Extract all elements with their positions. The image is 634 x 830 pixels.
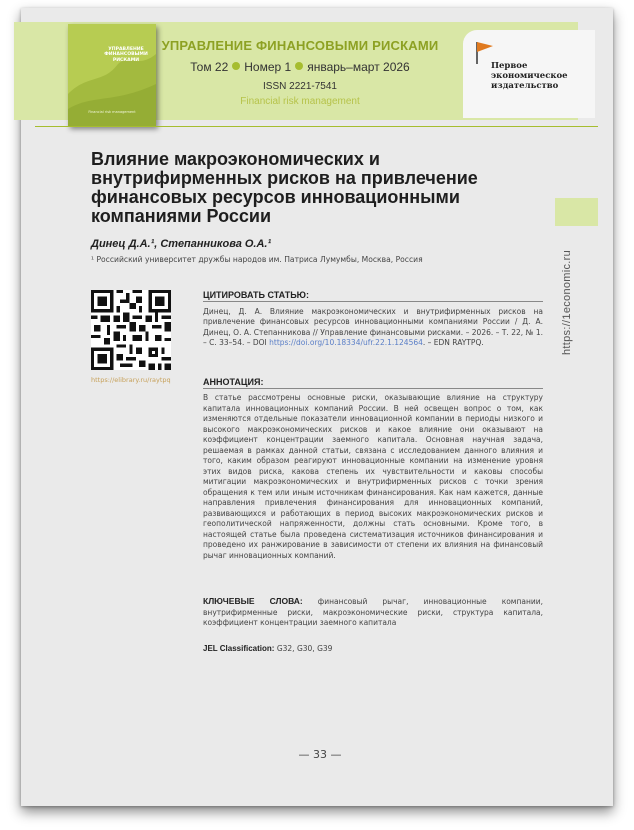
jel-heading: JEL Classification: <box>203 644 275 653</box>
english-title: Financial risk management <box>240 96 360 107</box>
dot-separator-icon <box>232 62 240 70</box>
publisher-line: экономическое <box>491 71 568 81</box>
affiliation: ¹ Российский университет дружбы народов им. Патриса Лумумбы, Москва, Россия <box>91 255 423 264</box>
issue-period: январь–март 2026 <box>307 60 410 74</box>
issue-line <box>140 60 460 74</box>
abstract-text: В статье рассмотрены основные риски, оказывающие влияние на структуру капитала инновационных компаний России. В ней освещен вопрос о том, как изменяются отдельные показатели инновационной компании в периоды низкого и высокого макроэкономических рисков и какое влияние они оказывают на коэффициент концентрации заемного капитала. Основная научная задача, решаемая в рамках данной статьи, связана с исследованием данного влияния и того, каким образом реагируют инновационные компании на изменение уровня этих видов риска, какова степень их чувствительности и каковы способы митигации макроэкономических и внутрифирменных рисков с точки зрения обращения к тем или иным источникам финансирования. Как нам кажется, данные направления привлечения финансирования для инновационных компаний, развивающихся и работающих в период высоких макроэкономических рисков и геополитической напряженности, должны стать основными. Кроме того, в настоящей статье была проведена систематизация источников финансирования и проведено их ранжирование в зависимости от степени их влияния на финансовый рычаг инновационных компаний. <box>203 393 543 560</box>
side-tab <box>555 198 598 226</box>
doi-link[interactable]: https://doi.org/10.18334/ufr.22.1.124564 <box>269 338 423 348</box>
page-number: — 33 — <box>298 748 342 761</box>
journal-title: УПРАВЛЕНИЕ ФИНАНСОВЫМИ РИСКАМИ <box>161 38 439 53</box>
publisher-line: издательство <box>491 81 559 91</box>
article-title: Влияние макроэкономических и внутрифирменных рисков на привлечение финансовых ресурсов инновационными компаниями России <box>91 149 478 226</box>
dot-separator-icon <box>295 62 303 70</box>
abstract-heading: АННОТАЦИЯ: <box>203 377 543 389</box>
issn: ISSN 2221-7541 <box>263 81 337 92</box>
keywords-text: финансовый рычаг, инновационные компании, внутрифирменные риски, макроэкономические риски, структура капитала, коэффициент концентрации заемного капитала <box>203 597 544 627</box>
header-divider <box>35 126 598 127</box>
cite-heading: ЦИТИРОВАТЬ СТАТЬЮ: <box>203 290 543 302</box>
authors: Динец Д.А.¹, Степанникова О.А.¹ <box>91 238 272 250</box>
cite-text <box>203 307 543 349</box>
cover-title: УПРАВЛЕНИЕ ФИНАНСОВЫМИ РИСКАМИ <box>104 47 148 63</box>
publisher-name <box>491 61 568 91</box>
cover-subtitle: Financial risk management <box>88 110 136 114</box>
jel-classification <box>203 644 332 653</box>
volume: Том 22 <box>190 60 229 74</box>
keywords-heading: КЛЮЧЕВЫЕ СЛОВА: <box>203 596 303 606</box>
qr-code-icon[interactable] <box>91 290 171 370</box>
cite-body: Динец, Д. А. Влияние макроэкономических и внутрифирменных рисков на привлечение финансовых ресурсов инновационными компаниями России / Д. А. Динец, О. А. Степанникова // Управление финансовыми рисками. – 2026. – Т. 22, № 1. – С. 33–54. – DOI <box>203 307 543 348</box>
publisher-line: Первое <box>491 61 528 71</box>
cite-suffix: . – EDN RAYTPQ. <box>422 338 484 348</box>
issue-number: Номер 1 <box>244 60 292 74</box>
keywords <box>203 596 543 629</box>
sidebar-url[interactable]: https://1economic.ru <box>561 249 573 355</box>
jel-codes: G32, G30, G39 <box>274 644 333 653</box>
qr-link[interactable]: https://elibrary.ru/raytpq <box>91 376 171 384</box>
